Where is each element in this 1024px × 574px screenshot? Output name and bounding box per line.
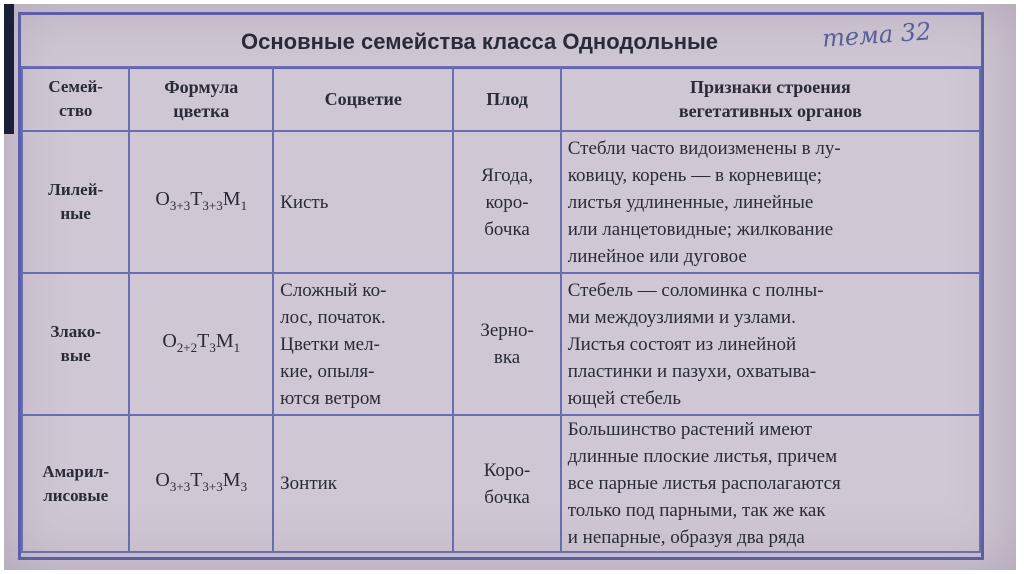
header-inflorescence: Соцветие	[273, 67, 453, 131]
flower-formula: $O_{3+3}T_{3+3}M_1$	[155, 187, 248, 213]
table-row	[22, 131, 980, 273]
family-cell: Лилей- ные	[22, 131, 129, 273]
table-title: Основные семейства класса Однодольные	[241, 29, 719, 54]
formula-cell	[129, 131, 273, 273]
handwritten-note: тема 32	[820, 17, 932, 53]
edge-shadow	[4, 4, 14, 134]
header-row	[22, 67, 980, 131]
families-table	[21, 66, 981, 553]
title-row	[21, 15, 981, 69]
flower-formula: $O_{3+3}T_{3+3}M_3$	[155, 469, 248, 494]
flower-formula: $O_{2+2}T_3M_1$	[162, 329, 241, 355]
header-formula: Формула цветка	[129, 67, 273, 131]
table-row	[22, 273, 980, 415]
table-row	[22, 415, 980, 552]
traits-cell: Стебель — соломинка с полны- ми междоузлиями и узлами. Листья состоят из линейной пластинки и пазухи, охватыва- ющей стебель	[561, 273, 980, 415]
inflorescence-cell: Сложный ко- лос, початок. Цветки мел- кие, опыля- ются ветром	[273, 273, 453, 415]
textbook-photo	[4, 4, 1016, 570]
header-family: Семей- ство	[22, 67, 129, 131]
header-fruit: Плод	[453, 67, 560, 131]
fruit-cell: Ягода, коро- бочка	[453, 131, 560, 273]
traits-cell: Большинство растений имеют длинные плоские листья, причем все парные листья располагаются только под парными, так же как и непарные, образуя два ряда	[561, 415, 980, 552]
family-cell: Злако- вые	[22, 273, 129, 415]
inflorescence-cell: Зонтик	[273, 415, 453, 552]
header-traits: Признаки строения вегетативных органов	[561, 67, 980, 131]
fruit-cell: Зерно- вка	[453, 273, 560, 415]
traits-cell: Стебли часто видоизменены в лу- ковицу, корень — в корневище; листья удлиненные, линейные или ланцетовидные; жилкование линейное или дуговое	[561, 131, 980, 273]
families-table-frame	[18, 12, 984, 560]
family-cell: Амарил- лисовые	[22, 415, 129, 552]
inflorescence-cell: Кисть	[273, 131, 453, 273]
formula-cell	[129, 415, 273, 552]
formula-cell	[129, 273, 273, 415]
fruit-cell: Коро- бочка	[453, 415, 560, 552]
